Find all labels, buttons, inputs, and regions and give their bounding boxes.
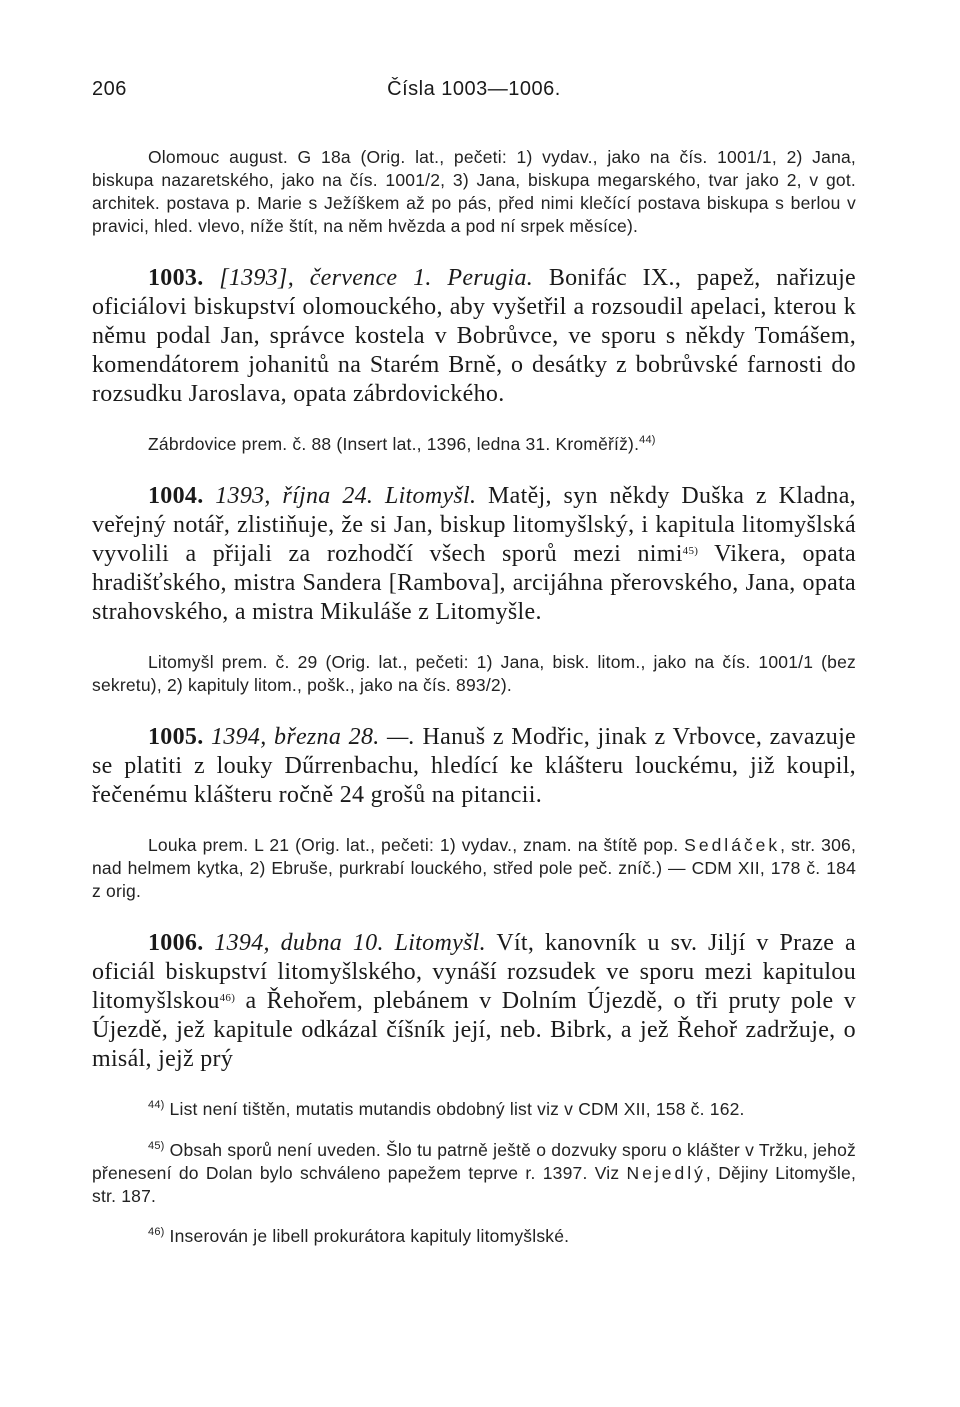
footnote-marker: 44)	[148, 1099, 165, 1111]
entry-text: Bonifác IX., papež, nařizuje oficiálovi biskupství olomouckého, aby vyšetřil a rozsoudil apelaci, kterou k němu podal Jan, správce kostela v Bobrůvce, ve sporu s někdy Tomášem, komendátorem johanitů na Starém Brně, o desátky z bobrůvské farnosti do rozsudku Jaroslava, opata zábrdovického.	[92, 265, 856, 407]
entry-text-continued: a Řehořem, plebánem v Dolním Újezdě, o tři pruty pole v Újezdě, jež kapitule odkázal číšník její, neb. Bibrk, a jež Řehoř zadržuje, o misál, jejž prý	[92, 988, 856, 1072]
footnote-text: Inserován je libell prokurátora kapituly litomyšlské.	[164, 1226, 570, 1246]
footnotes	[92, 1098, 856, 1248]
entry-1003	[92, 264, 856, 409]
entry-date-place: 1394, dubna 10. Litomyšl.	[214, 930, 486, 956]
entry-1005	[92, 723, 856, 810]
entry-1004	[92, 482, 856, 627]
intro-seal-note: Olomouc august. G 18a (Orig. lat., pečeti: 1) vydav., jako na čís. 1001/1, 2) Jana, biskupa nazaretského, jako na čís. 1001/2, 3) Jana, biskupa megarského, tvar jako 2, v got. architek. postava p. Marie s Ježíškem až po pás, před nimi klečící postava biskupa s berlou v pravici, hled. vlevo, níže štít, na něm hvězda a pod ní srpek měsíce).	[92, 147, 856, 236]
entry-1006	[92, 929, 856, 1074]
entry-number: 1006.	[148, 930, 204, 956]
footnote-44	[92, 1098, 856, 1121]
source-note-text: Louka prem. L 21 (Orig. lat., pečeti: 1) vydav., znam. na štítě pop.	[148, 835, 679, 855]
entry-1005-source-note	[92, 834, 856, 903]
footnote-text-continued: , Dějiny Litomyšle, str. 187.	[92, 1162, 857, 1206]
running-head-title: Čísla 1003—1006.	[387, 78, 561, 100]
footnote-45	[92, 1139, 856, 1208]
source-note-text: Zábrdovice prem. č. 88 (Insert lat., 1396, ledna 31. Kroměříž).	[148, 434, 640, 454]
entry-number: 1003.	[148, 265, 204, 291]
entry-1004-source-note: Litomyšl prem. č. 29 (Orig. lat., pečeti: 1) Jana, bisk. litom., jako na čís. 1001/1 (bez sekretu), 2) kapituly litom., pošk., jako na čís. 893/2).	[92, 652, 856, 695]
author-name-spaced: Nejedlý	[626, 1162, 706, 1183]
author-name-spaced: Sedláček	[684, 835, 781, 855]
entry-number: 1004.	[148, 483, 204, 509]
entry-number: 1005.	[148, 724, 204, 750]
footnote-46	[92, 1225, 856, 1248]
footnote-text: Obsah sporů není uveden. Šlo tu patrně ještě o dozvuky sporu o klášter v Tržku, jehož přenesení do Dolan bylo schváleno papežem teprve r. 1397. Viz	[92, 1139, 856, 1183]
page-number: 206	[92, 78, 127, 100]
entry-date-place: [1393], července 1. Perugia.	[219, 265, 534, 291]
footnote-ref: 44)	[639, 434, 656, 446]
running-head	[92, 66, 856, 106]
entry-text: Vít, kanovník u sv. Jiljí v Praze a oficiál biskupství litomyšlského, vynáší rozsudek ve sporu mezi kapitulou litomyšlskou	[92, 930, 856, 1014]
footnote-text: List není tištěn, mutatis mutandis obdobný list viz v CDM XII, 158 č. 162.	[164, 1099, 745, 1119]
footnote-marker: 46)	[148, 1226, 165, 1238]
entry-date-place: 1393, října 24. Litomyšl.	[215, 483, 477, 509]
footnote-ref: 45)	[682, 545, 699, 557]
entry-text: Hanuš z Modřic, jinak z Vrbovce, zavazuje se platiti z louky Dűrrenbachu, hledící ke klášteru louckému, již koupil, řečenému klášteru ročně 24 grošů na pitancii.	[92, 724, 856, 808]
source-note-text-continued: , str. 306, nad helmem kytka, 2) Ebruše, purkrabí louckého, střed pole peč. zníč.) — CDM XII, 178 č. 184 z orig.	[92, 835, 857, 901]
document-page	[92, 66, 856, 1266]
footnote-ref: 46)	[219, 992, 236, 1004]
entry-text-continued: Vikera, opata hradišťského, mistra Sandera [Rambova], arcijáhna přerovského, Jana, opata strahovského, a mistra Mikuláše z Litomyšle.	[92, 541, 856, 625]
entry-text: Matěj, syn někdy Duška z Kladna, veřejný notář, zlistiňuje, že si Jan, biskup litomyšlský, i kapitula litomyšlská vyvolili a přijali za rozhodčí všech sporů mezi nimi	[92, 483, 856, 567]
footnote-marker: 45)	[148, 1139, 165, 1152]
entry-date-place: 1394, března 28. —.	[211, 724, 415, 750]
entry-1003-source-note	[92, 433, 856, 456]
